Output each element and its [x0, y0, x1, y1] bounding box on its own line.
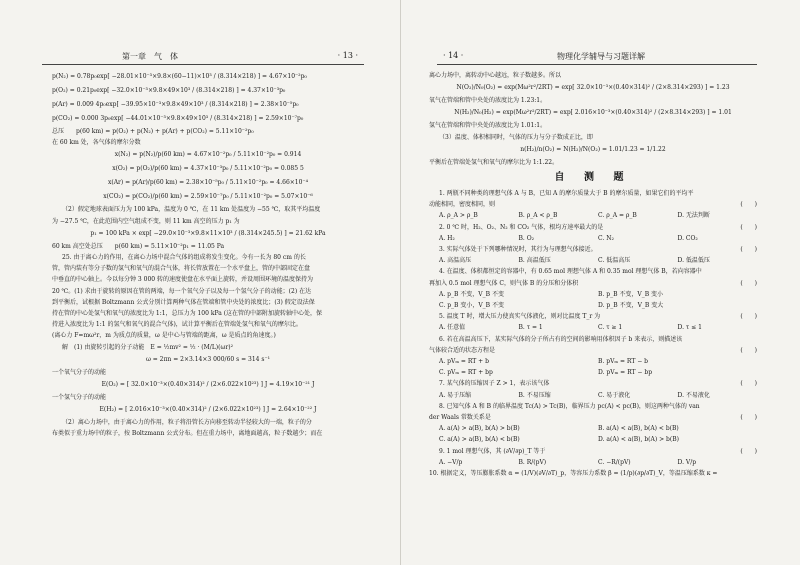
- option-row: [429, 289, 757, 300]
- text-line: (离心力 F=mω²r，m 为质点的质量，ω 是中心与管端的距离，ω 是质点的角速度。): [52, 332, 276, 340]
- answer-bracket: ( ): [740, 447, 757, 455]
- chapter-title: 第一章 气 体: [122, 52, 178, 61]
- text-line: 总压 p(60 km) = p(O₂) + p(N₂) + p(Ar) + p(CO₂) = 5.11×10⁻²p₀: [52, 128, 254, 135]
- option-choice[interactable]: C. −R/(pV): [598, 458, 631, 466]
- answer-bracket: ( ): [740, 313, 757, 321]
- option-choice[interactable]: A. pVₘ = RT + b: [439, 358, 489, 366]
- option-choice[interactable]: D. p_B 不变，V_B 变大: [598, 302, 664, 310]
- right-page: [400, 0, 800, 565]
- question-text: 3. 实际气体处于下列哪种情况时，其行为与理想气体接近。 ( ): [429, 244, 757, 255]
- text-line: 管，管内装有等分子数的氢气和氧气的混合气体，将长管放置在一个水平盘上，管的中部固定在盘: [52, 265, 311, 273]
- text-line: 平衡后在管端处氢气和氧气的摩尔比为 1:1.22。: [429, 158, 559, 166]
- option-row: [429, 300, 757, 311]
- option-choice[interactable]: A. p_B 不变，V_B 不变: [439, 290, 504, 298]
- text-line: x(N₂) = p(N₂)/p(60 km) = 4.67×10⁻²p₀ / 5.11×10⁻²p₀ = 0.914: [114, 151, 302, 159]
- text-line: x(Ar) = p(Ar)/p(60 km) = 2.38×10⁻⁵p₀ / 5.11×10⁻²p₀ = 4.66×10⁻⁴: [107, 179, 309, 187]
- question-text: 4. 在温度、体积都恒定的容器中，有 0.65 mol 理想气体 A 和 0.35 mol 理想气体 B，若向容器中: [439, 268, 702, 276]
- page-number: · 13 ·: [337, 51, 358, 60]
- question-item: [429, 378, 757, 400]
- text-line: 在 60 km 处，各气体的摩尔分数: [52, 139, 141, 147]
- question-10: 10. 根据定义，等压膨胀系数 α = (1/V)(∂V/∂T)_p，等容压力系数 β = (1/p)(∂p/∂T)_V，等温压缩系数 κ =: [429, 470, 718, 478]
- text-line: 氢气在管端和管中央处的浓度比为 1.01:1。: [429, 122, 547, 130]
- option-row: [429, 457, 757, 468]
- answer-bracket: ( ): [740, 380, 757, 388]
- question-item: [429, 244, 757, 266]
- section-title: 自 测 题: [554, 172, 632, 184]
- answer-bracket: ( ): [740, 246, 757, 254]
- text-line: 离心力场中，离转动中心越远，粒子数越多。所以: [429, 72, 562, 79]
- right-page-body: [429, 70, 757, 479]
- option-choice[interactable]: B. ρ_A < ρ_B: [518, 212, 558, 220]
- question-text: 1. 两瓶不同种类的理想气体 A 与 B，已知 A 的摩尔质量大于 B 的摩尔质量，如果它们的平均平: [439, 190, 694, 198]
- text-line: 到平衡后，试根据 Boltzmann 公式分别计算两种气体在管端和管中央处的浓度比；(3) 假定设法保: [52, 298, 315, 306]
- option-choice[interactable]: C. τ ≥ 1: [598, 324, 623, 332]
- text-line: （3）温度、体积相同时，气体的压力与分子数成正比，即: [439, 133, 593, 141]
- text-line: p(O₂) = 0.21p₀exp[ −32.0×10⁻³×9.8×49×10³ / (8.314×218) ] = 4.37×10⁻³p₀: [52, 87, 286, 94]
- option-row: [429, 356, 757, 367]
- book-title: 物理化学辅导与习题详解: [557, 52, 645, 61]
- option-choice[interactable]: B. 高温低压: [518, 257, 551, 265]
- option-row: [429, 367, 757, 378]
- question-text-cont: 气体较合适的状态方程是 ( ): [429, 345, 757, 356]
- question-item: [429, 311, 757, 333]
- text-line: p(Ar) = 0.009 4p₀exp[ −39.95×10⁻³×9.8×49×10³ / (8.314×218) ] = 2.38×10⁻⁵p₀: [52, 101, 299, 108]
- option-choice[interactable]: B. 不易压缩: [518, 391, 551, 399]
- question-item: [429, 446, 757, 468]
- option-choice[interactable]: B. O₂: [518, 234, 535, 242]
- text-line: x(CO₂) = p(CO₂)/p(60 km) = 2.59×10⁻⁷p₀ / 5.11×10⁻²p₀ = 5.07×10⁻⁶: [103, 193, 313, 201]
- option-choice[interactable]: D. 低温低压: [677, 257, 710, 265]
- answer-bracket: ( ): [740, 279, 757, 287]
- text-line: 60 km 高空处总压 p(60 km) = 5.11×10⁻²p₁ = 11.05 Pa: [52, 242, 225, 250]
- text-line: 25. 由于离心力的作用，在离心力场中混合气体的组成将发生变化。今有一长为 80 cm 的长: [62, 254, 306, 262]
- option-choice[interactable]: C. N₂: [598, 234, 614, 242]
- option-choice[interactable]: C. 易于液化: [598, 391, 631, 399]
- option-row: [429, 210, 757, 221]
- left-running-header: [42, 48, 364, 65]
- text-line: （2）假定地球表面压力为 100 kPa，温度为 0 ℃，在 11 km 处温度为 −55 ℃，取其平均温度: [62, 206, 321, 214]
- question-item: [429, 334, 757, 379]
- text-line: 20 ℃。(1) 求由于旋转的原因在管的两端，每一个氧气分子以及每一个氢气分子的动能；(2) 在达: [52, 287, 312, 295]
- text-line: 为 −27.5 ℃，在此范围内空气组成不变，则 11 km 高空的压力 p₁ 为: [52, 217, 240, 225]
- option-choice[interactable]: D. pVₘ = RT − bp: [598, 369, 653, 377]
- text-line: N(H₂)/N₀(H₂) = exp(Mω²r²/2RT) = exp[ 2.016×10⁻³×(0.40×314)² / (2×8.314×293) ] = 1.01: [454, 109, 732, 117]
- question-text: 6. 若在高温高压下，某实际气体的分子所占有的空间的影响用体积因子 b 来表示，则描述该: [439, 335, 683, 343]
- question-text-cont: der Waals 常数关系是 ( ): [429, 412, 757, 423]
- option-choice[interactable]: B. p_B 不变，V_B 变小: [598, 290, 664, 298]
- text-line: 一个氢气分子的动能: [52, 394, 107, 402]
- question-item: [429, 222, 757, 244]
- text-line: ω = 2πn = 2×3.14×3 000/60 s = 314 s⁻¹: [145, 355, 271, 363]
- question-item: [429, 401, 757, 446]
- question-text-cont: 动能相同，密度相同，则 ( ): [429, 199, 757, 210]
- question-text: 7. 某气体的压缩因子 Z > 1，表示该气体 ( ): [429, 378, 757, 389]
- text-line: 布类似于重力场中的粒子，按 Boltzmann 公式分布。但在重力场中，离地面越高，粒子数越少；而在: [52, 430, 323, 438]
- option-choice[interactable]: B. τ = 1: [518, 324, 543, 332]
- text-line: n(H₂)/n(O₂) = N(H₂)/N(O₂) = 1.01/1.23 = 1/1.22: [520, 145, 666, 153]
- text-line: p(CO₂) = 0.000 3p₀exp[ −44.01×10⁻³×9.8×49×10³ / (8.314×218) ] = 2.59×10⁻⁷p₀: [52, 115, 304, 122]
- option-choice[interactable]: B. R/(pV): [518, 458, 547, 466]
- option-choice[interactable]: D. τ ≤ 1: [677, 324, 702, 332]
- text-line: 解 (1) 由旋转引起的分子动能 E = ½mv² = ½ · (M/L)(ωr)²: [62, 343, 233, 351]
- option-choice[interactable]: A. H₂: [439, 234, 455, 242]
- option-choice[interactable]: C. 低温高压: [598, 257, 631, 265]
- right-running-header: [437, 48, 757, 65]
- option-choice[interactable]: D. a(A) < a(B), b(A) > b(B): [598, 436, 679, 444]
- answer-bracket: ( ): [740, 201, 757, 209]
- text-line: 持进入浓度比为 1:1 的氢气和氧气的混合气体)，试计算平衡后在管端处氢气和氧气的摩尔比。: [52, 321, 302, 329]
- option-choice[interactable]: C. ρ_A = ρ_B: [598, 212, 637, 220]
- option-choice[interactable]: A. 高温高压: [439, 257, 472, 265]
- option-row: [429, 434, 757, 445]
- answer-bracket: ( ): [740, 414, 757, 422]
- text-line: 一个氧气分子的动能: [52, 368, 107, 376]
- option-choice[interactable]: A. 任意值: [439, 324, 466, 332]
- question-text-cont: 再加入 0.5 mol 理想气体 C，则气体 B 的分压和分体积 ( ): [429, 278, 757, 289]
- left-page-body: [52, 70, 364, 440]
- text-line: x(O₂) = p(O₂)/p(60 km) = 4.37×10⁻³p₀ / 5.11×10⁻²p₀ = 0.085 5: [112, 165, 304, 173]
- option-row: [429, 390, 757, 401]
- option-choice[interactable]: B. a(A) < a(B), b(A) < b(B): [598, 425, 679, 433]
- question-text: 9. 1 mol 理想气体，其 (∂V/∂p)_T 等于 ( ): [429, 446, 757, 457]
- option-row: [429, 255, 757, 266]
- question-text: 8. 已知气体 A 和 B 的临界温度 Tc(A) > Tc(B)，临界压力 pc(A) < pc(B)，则这两种气体的 van: [439, 402, 700, 410]
- answer-bracket: ( ): [740, 346, 757, 354]
- question-text: 5. 温度 T 时，增大压力使真实气体液化，则对比温度 T_r 为 ( ): [429, 311, 757, 322]
- option-choice[interactable]: A. a(A) > a(B), b(A) > b(B): [439, 425, 520, 433]
- text-line: 氧气在管端和管中央处的浓度比为 1.23:1。: [429, 97, 547, 105]
- text-line: N(O₂)/N₀(O₂) = exp(Mω²r²/2RT) = exp[ 32.0×10⁻³×(0.40×314)² / (2×8.314×293) ] = 1.23: [456, 84, 730, 92]
- option-row: [429, 233, 757, 244]
- option-choice[interactable]: A. −V/p: [439, 458, 463, 466]
- option-choice[interactable]: D. 无法判断: [677, 212, 710, 220]
- question-text: 2. 0 ℃ 时，H₂、O₂、N₂ 和 CO₂ 气体，根均方速率最大的是 ( ): [429, 222, 757, 233]
- answer-bracket: ( ): [740, 223, 757, 231]
- text-line: 持在管的中心处氢气和氧气的浓度比为 1:1，总压力为 100 kPa (这在管的中部附加旋转轴中心处，保: [52, 310, 323, 318]
- option-choice[interactable]: D. CO₂: [677, 234, 698, 242]
- page-number: · 14 ·: [443, 51, 464, 60]
- option-choice[interactable]: D. V/p: [677, 458, 697, 466]
- question-item: [429, 266, 757, 311]
- text-line: （2）离心力场中，由于离心力的作用，粒子将沿管长方向移至转动半径较大的一端，粒子的分: [62, 419, 312, 427]
- option-choice[interactable]: A. ρ_A > ρ_B: [439, 212, 478, 220]
- option-row: [429, 423, 757, 434]
- text-line: E(H₂) = [ 2.016×10⁻³×(0.40×314)² / (2×6.022×10²³) ] J = 2.64×10⁻²² J: [99, 406, 317, 414]
- text-line: p₁ = 100 kPa × exp[ −29.0×10⁻³×9.8×11×10³ / (8.314×245.5) ] = 21.62 kPa: [90, 229, 326, 237]
- option-row: [429, 322, 757, 333]
- text-line: E(O₂) = [ 32.0×10⁻³×(0.40×314)² / (2×6.022×10²³) ] J = 4.19×10⁻²¹ J: [101, 381, 315, 389]
- text-line: 中垂直的中心轴上。今以每分钟 3 000 转的速度使盘在水平面上旋转，并设周围环境的温度保持为: [52, 276, 313, 284]
- option-choice[interactable]: A. 易于压缩: [439, 391, 472, 399]
- option-choice[interactable]: D. 不易液化: [677, 391, 710, 399]
- option-choice[interactable]: C. pVₘ = RT + bp: [439, 369, 493, 377]
- option-choice[interactable]: C. a(A) > a(B), b(A) < b(B): [439, 436, 520, 444]
- text-line: p(N₂) = 0.78p₀exp[ −28.01×10⁻³×9.8×(60−11)×10³ / (8.314×218) ] = 4.67×10⁻²p₀: [52, 73, 307, 80]
- option-choice[interactable]: B. pVₘ = RT − b: [598, 358, 649, 366]
- option-choice[interactable]: C. p_B 变小，V_B 不变: [439, 302, 504, 310]
- question-item: [429, 188, 757, 222]
